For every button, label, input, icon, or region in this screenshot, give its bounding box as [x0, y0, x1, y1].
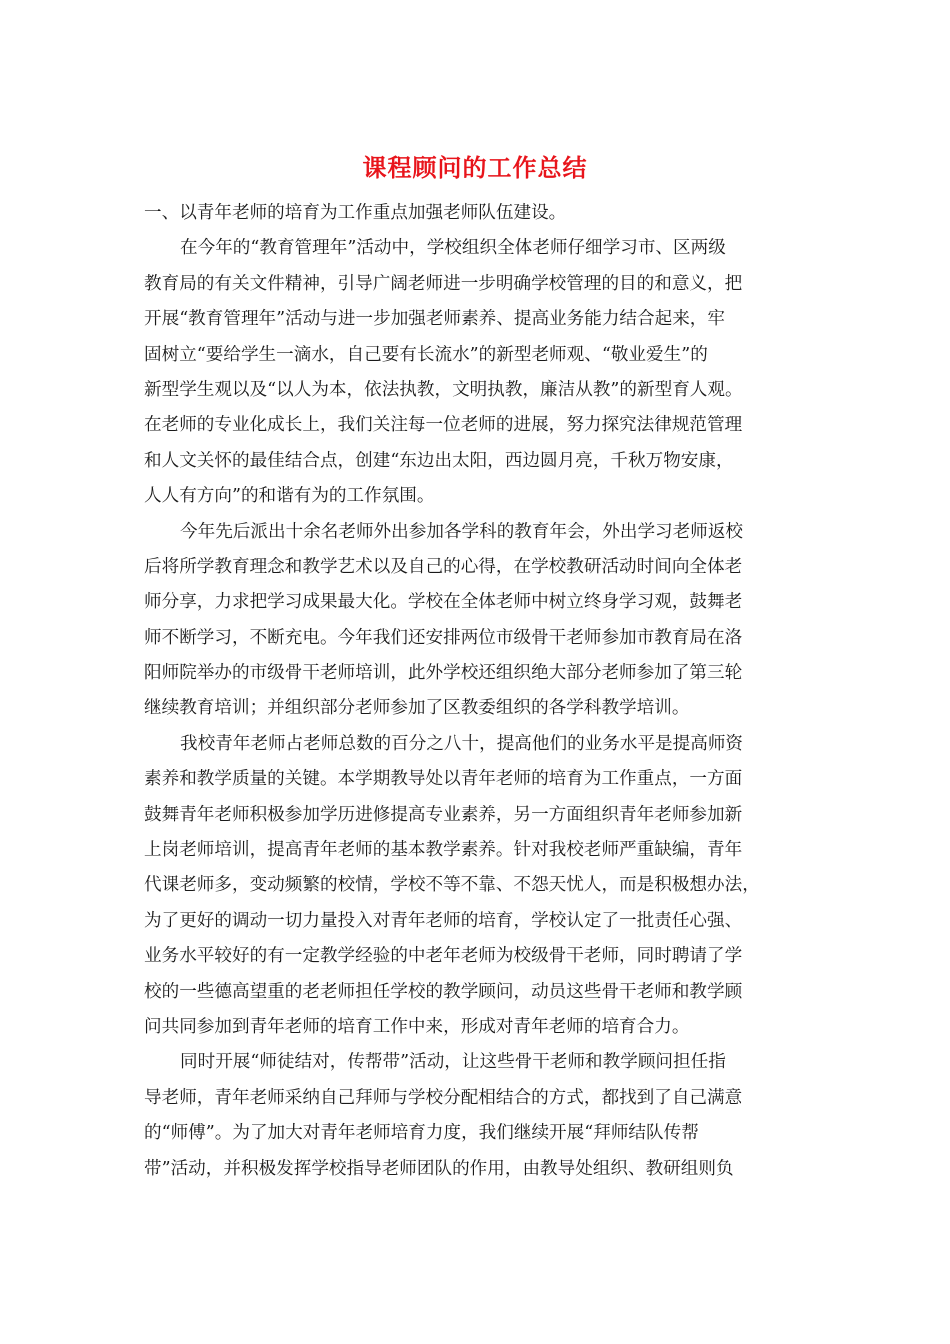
text-line: 后将所学教育理念和教学艺术以及自己的心得，在学校教研活动时间向全体老 — [144, 556, 743, 577]
text-line: 鼓舞青年老师积极参加学历进修提高专业素养，另一方面组织青年老师参加新 — [144, 804, 743, 825]
text-line: 阳师院举办的市级骨干老师培训，此外学校还组织绝大部分老师参加了第三轮 — [144, 663, 743, 684]
text-line: 代课老师多，变动频繁的校情，学校不等不靠、不怨天忧人，而是积极想办法， — [144, 875, 760, 896]
text-line: 开展“教育管理年”活动与进一步加强老师素养、提高业务能力结合起来，牢 — [144, 309, 725, 330]
text-line: 教育局的有关文件精神，引导广阔老师进一步明确学校管理的目的和意义，把 — [144, 273, 743, 294]
text-line: 固树立“要给学生一滴水，自己要有长流水”的新型老师观、“敬业爱生”的 — [144, 344, 708, 365]
text-line: 的“师傅”。为了加大对青年老师培育力度，我们继续开展“拜师结队传帮 — [144, 1123, 699, 1144]
text-line: 同时开展“师徒结对，传帮带”活动，让这些骨干老师和教学顾问担任指 — [180, 1052, 726, 1073]
text-line: 今年先后派出十余名老师外出参加各学科的教育年会，外出学习老师返校 — [180, 521, 744, 542]
document-title: 课程顾问的工作总结 — [362, 153, 588, 182]
text-line: 在老师的专业化成长上，我们关注每一位老师的进展，努力探究法律规范管理 — [144, 415, 743, 436]
text-line: 师不断学习，不断充电。今年我们还安排两位市级骨干老师参加市教育局在洛 — [144, 627, 743, 648]
text-line: 我校青年老师占老师总数的百分之八十，提高他们的业务水平是提高师资 — [180, 733, 744, 754]
text-line: 带”活动，并积极发挥学校指导老师团队的作用，由教导处组织、教研组则负 — [144, 1158, 734, 1179]
text-line: 导老师，青年老师采纳自己拜师与学校分配相结合的方式，都找到了自己满意 — [144, 1087, 743, 1108]
text-line: 业务水平较好的有一定教学经验的中老年老师为校级骨干老师，同时聘请了学 — [144, 946, 743, 967]
text-line: 继续教育培训；并组织部分老师参加了区教委组织的各学科教学培训。 — [144, 698, 690, 719]
text-line: 校的一些德高望重的老老师担任学校的教学顾问，动员这些骨干老师和教学顾 — [144, 981, 743, 1002]
text-line: 素养和教学质量的关键。本学期教导处以青年老师的培育为工作重点，一方面 — [144, 769, 743, 790]
text-line: 新型学生观以及“以人为本，依法执教，文明执教，廉洁从教”的新型育人观。 — [144, 379, 743, 400]
text-line: 人人有方向”的和谐有为的工作氛围。 — [144, 486, 435, 507]
text-line: 在今年的“教育管理年”活动中，学校组织全体老师仔细学习市、区两级 — [180, 238, 726, 259]
text-line: 师分享，力求把学习成果最大化。学校在全体老师中树立终身学习观，鼓舞老 — [144, 592, 743, 613]
text-line: 一、以青年老师的培育为工作重点加强老师队伍建设。 — [144, 203, 567, 223]
text-line: 为了更好的调动一切力量投入对青年老师的培育，学校认定了一批责任心强、 — [144, 910, 743, 931]
text-line: 问共同参加到青年老师的培育工作中来，形成对青年老师的培育合力。 — [144, 1016, 690, 1037]
document-body — [144, 196, 804, 1187]
text-line: 和人文关怀的最佳结合点，创建“东边出太阳，西边圆月亮，千秋万物安康， — [144, 450, 734, 471]
text-line: 上岗老师培训，提高青年老师的基本教学素养。针对我校老师严重缺编，青年 — [144, 840, 743, 861]
